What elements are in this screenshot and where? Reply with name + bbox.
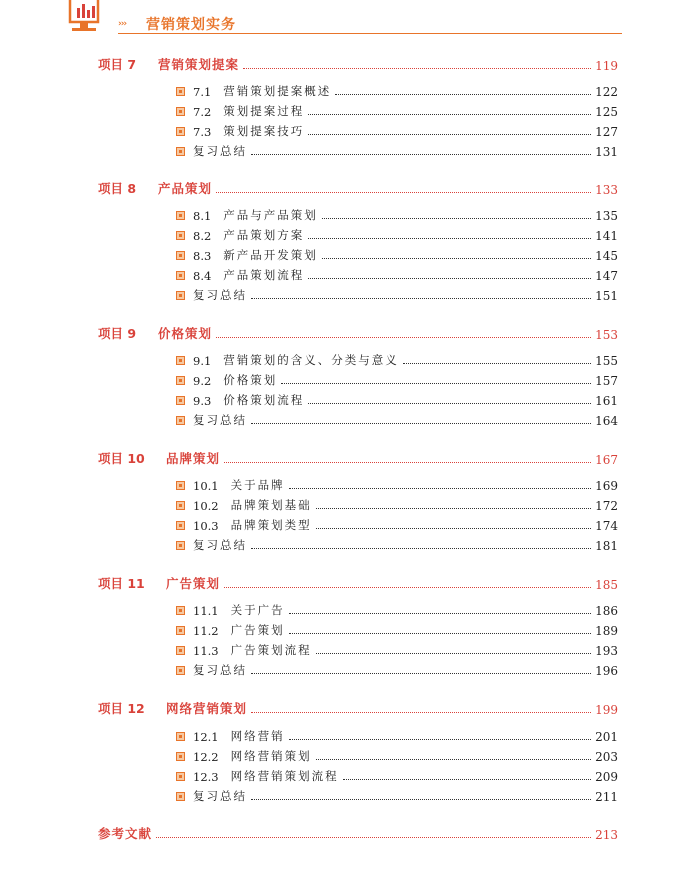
toc-entry[interactable] — [176, 746, 618, 764]
dot-leader — [308, 134, 591, 135]
book-title: 营销策划实务 — [146, 17, 236, 33]
toc-chapter-11[interactable] — [98, 574, 618, 592]
dot-leader — [289, 739, 591, 740]
entry-page: 151 — [595, 289, 618, 303]
dot-leader — [251, 799, 591, 800]
dot-leader — [251, 298, 591, 299]
toc-entry-review[interactable] — [176, 410, 618, 428]
entry-number: 12.2 — [193, 750, 219, 764]
entry-number: 9.3 — [193, 394, 212, 408]
bullet-icon — [176, 396, 185, 405]
dot-leader — [156, 837, 591, 838]
entry-page: 203 — [595, 750, 618, 764]
toc-entry[interactable] — [176, 495, 618, 513]
chevron-right-icon: ››› — [118, 19, 127, 29]
entry-page: 189 — [595, 624, 618, 638]
bullet-icon — [176, 666, 185, 675]
entry-number: 12.3 — [193, 770, 219, 784]
bullet-icon — [176, 251, 185, 260]
toc-entry[interactable] — [176, 766, 618, 784]
entry-number: 12.1 — [193, 730, 219, 744]
entry-number: 9.1 — [193, 354, 212, 368]
entry-number: 8.2 — [193, 229, 212, 243]
chapter-page: 185 — [595, 578, 618, 592]
bullet-icon — [176, 646, 185, 655]
entry-title: 策划提案技巧 — [223, 124, 305, 138]
entry-number: 9.2 — [193, 374, 212, 388]
entry-page: 209 — [595, 770, 618, 784]
entry-number: 8.1 — [193, 209, 212, 223]
entry-page: 201 — [595, 730, 618, 744]
bullet-icon — [176, 291, 185, 300]
entry-page: 169 — [595, 479, 618, 493]
entry-title: 品牌策划基础 — [230, 498, 312, 512]
dot-leader — [251, 712, 591, 713]
chapter-title: 品牌策划 — [166, 451, 221, 466]
toc-entry[interactable] — [176, 515, 618, 533]
dot-leader — [243, 68, 591, 69]
dot-leader — [308, 238, 591, 239]
dot-leader — [289, 633, 591, 634]
entry-number: 11.1 — [193, 604, 219, 618]
toc-entry[interactable] — [176, 245, 618, 263]
entry-number: 8.4 — [193, 269, 212, 283]
chapter-number: 项目 8 — [98, 181, 137, 196]
entry-number: 7.1 — [193, 85, 212, 99]
entry-page: 122 — [595, 85, 618, 99]
entry-page: 164 — [595, 414, 618, 428]
dot-leader — [322, 258, 591, 259]
toc-entry-review[interactable] — [176, 786, 618, 804]
toc-chapter-8[interactable] — [98, 179, 618, 197]
entry-page: 196 — [595, 664, 618, 678]
toc-entry-review[interactable] — [176, 660, 618, 678]
entry-title: 关于品牌 — [230, 478, 285, 492]
entry-number: 10.2 — [193, 499, 219, 513]
toc-entry[interactable] — [176, 370, 618, 388]
toc-chapter-12[interactable] — [98, 699, 618, 717]
page-header — [0, 0, 692, 40]
entry-page: 161 — [595, 394, 618, 408]
bullet-icon — [176, 211, 185, 220]
toc-entry[interactable] — [176, 265, 618, 283]
entry-page: 125 — [595, 105, 618, 119]
entry-page: 186 — [595, 604, 618, 618]
dot-leader — [251, 673, 591, 674]
chapter-title: 产品策划 — [158, 181, 213, 196]
chapter-page: 119 — [595, 59, 618, 73]
entry-title: 价格策划 — [223, 373, 278, 387]
dot-leader — [281, 383, 591, 384]
dot-leader — [289, 613, 591, 614]
entry-page: 172 — [595, 499, 618, 513]
dot-leader — [403, 363, 591, 364]
toc-references[interactable] — [98, 824, 618, 842]
dot-leader — [335, 94, 591, 95]
bullet-icon — [176, 271, 185, 280]
entry-page: 211 — [595, 790, 618, 804]
chapter-number: 项目 9 — [98, 326, 137, 341]
entry-page: 135 — [595, 209, 618, 223]
toc-entry[interactable] — [176, 726, 618, 744]
entry-page: 131 — [595, 145, 618, 159]
entry-number: 10.3 — [193, 519, 219, 533]
dot-leader — [308, 403, 591, 404]
entry-number: 8.3 — [193, 249, 212, 263]
toc-entry[interactable] — [176, 121, 618, 139]
toc-entry-review[interactable] — [176, 285, 618, 303]
entry-title: 产品策划方案 — [223, 228, 305, 242]
entry-page: 145 — [595, 249, 618, 263]
references-page: 213 — [595, 828, 618, 842]
dot-leader — [216, 192, 591, 193]
dot-leader — [224, 462, 591, 463]
entry-page: 155 — [595, 354, 618, 368]
chapter-number: 项目 7 — [98, 57, 137, 72]
chapter-page: 153 — [595, 328, 618, 342]
toc-entry[interactable] — [176, 205, 618, 223]
chapter-page: 167 — [595, 453, 618, 467]
entry-page: 127 — [595, 125, 618, 139]
dot-leader — [316, 508, 591, 509]
bullet-icon — [176, 606, 185, 615]
entry-page: 174 — [595, 519, 618, 533]
toc-entry[interactable] — [176, 640, 618, 658]
entry-title: 关于广告 — [230, 603, 285, 617]
dot-leader — [316, 528, 591, 529]
bullet-icon — [176, 752, 185, 761]
chapter-number: 项目 10 — [98, 451, 145, 466]
bullet-icon — [176, 501, 185, 510]
entry-number: 10.1 — [193, 479, 219, 493]
entry-title: 产品与产品策划 — [223, 208, 318, 222]
entry-number: 7.3 — [193, 125, 212, 139]
chapter-number: 项目 11 — [98, 576, 145, 591]
entry-title: 复习总结 — [193, 413, 247, 427]
chapter-title: 价格策划 — [158, 326, 213, 341]
bullet-icon — [176, 127, 185, 136]
dot-leader — [308, 114, 591, 115]
entry-number: 11.2 — [193, 624, 219, 638]
toc-entry[interactable] — [176, 225, 618, 243]
dot-leader — [224, 587, 591, 588]
chapter-title: 营销策划提案 — [158, 57, 240, 72]
toc-entry-review[interactable] — [176, 141, 618, 159]
toc-entry[interactable] — [176, 620, 618, 638]
dot-leader — [251, 548, 591, 549]
bullet-icon — [176, 792, 185, 801]
bullet-icon — [176, 481, 185, 490]
dot-leader — [251, 423, 591, 424]
chapter-page: 133 — [595, 183, 618, 197]
dot-leader — [316, 759, 591, 760]
entry-title: 新产品开发策划 — [223, 248, 318, 262]
entry-title: 广告策划流程 — [230, 643, 312, 657]
entry-title: 营销策划提案概述 — [223, 84, 332, 98]
chapter-title: 广告策划 — [166, 576, 221, 591]
entry-title: 复习总结 — [193, 288, 247, 302]
entry-title: 复习总结 — [193, 789, 247, 803]
references-title: 参考文献 — [98, 826, 153, 841]
toc-entry[interactable] — [176, 81, 618, 99]
bullet-icon — [176, 376, 185, 385]
entry-page: 193 — [595, 644, 618, 658]
bullet-icon — [176, 416, 185, 425]
toc-entry[interactable] — [176, 350, 618, 368]
toc-entry[interactable] — [176, 475, 618, 493]
dot-leader — [216, 337, 591, 338]
bullet-icon — [176, 732, 185, 741]
dot-leader — [316, 653, 591, 654]
entry-title: 网络营销策划 — [230, 749, 312, 763]
entry-page: 157 — [595, 374, 618, 388]
entry-number: 7.2 — [193, 105, 212, 119]
dot-leader — [322, 218, 591, 219]
toc-chapter-9[interactable] — [98, 324, 618, 342]
header-rule — [118, 33, 622, 34]
entry-title: 价格策划流程 — [223, 393, 305, 407]
entry-title: 复习总结 — [193, 144, 247, 158]
bullet-icon — [176, 521, 185, 530]
entry-title: 品牌策划类型 — [230, 518, 312, 532]
entry-title: 策划提案过程 — [223, 104, 305, 118]
bullet-icon — [176, 772, 185, 781]
entry-title: 广告策划 — [230, 623, 285, 637]
dot-leader — [251, 154, 591, 155]
chapter-page: 199 — [595, 703, 618, 717]
entry-title: 复习总结 — [193, 663, 247, 677]
entry-title: 复习总结 — [193, 538, 247, 552]
entry-title: 产品策划流程 — [223, 268, 305, 282]
entry-number: 11.3 — [193, 644, 219, 658]
dot-leader — [289, 488, 591, 489]
toc-chapter-10[interactable] — [98, 449, 618, 467]
bullet-icon — [176, 147, 185, 156]
bullet-icon — [176, 626, 185, 635]
toc-entry[interactable] — [176, 600, 618, 618]
bullet-icon — [176, 541, 185, 550]
entry-title: 网络营销 — [230, 729, 285, 743]
entry-page: 141 — [595, 229, 618, 243]
bullet-icon — [176, 231, 185, 240]
dot-leader — [343, 779, 591, 780]
toc-entry[interactable] — [176, 101, 618, 119]
bullet-icon — [176, 107, 185, 116]
toc-entry[interactable] — [176, 390, 618, 408]
entry-page: 147 — [595, 269, 618, 283]
entry-title: 网络营销策划流程 — [230, 769, 339, 783]
dot-leader — [308, 278, 591, 279]
chart-monitor-icon — [68, 0, 114, 34]
chapter-number: 项目 12 — [98, 701, 145, 716]
entry-title: 营销策划的含义、分类与意义 — [223, 353, 399, 367]
toc-chapter-7[interactable] — [98, 55, 618, 73]
bullet-icon — [176, 356, 185, 365]
entry-page: 181 — [595, 539, 618, 553]
chapter-title: 网络营销策划 — [166, 701, 248, 716]
toc-entry-review[interactable] — [176, 535, 618, 553]
bullet-icon — [176, 87, 185, 96]
